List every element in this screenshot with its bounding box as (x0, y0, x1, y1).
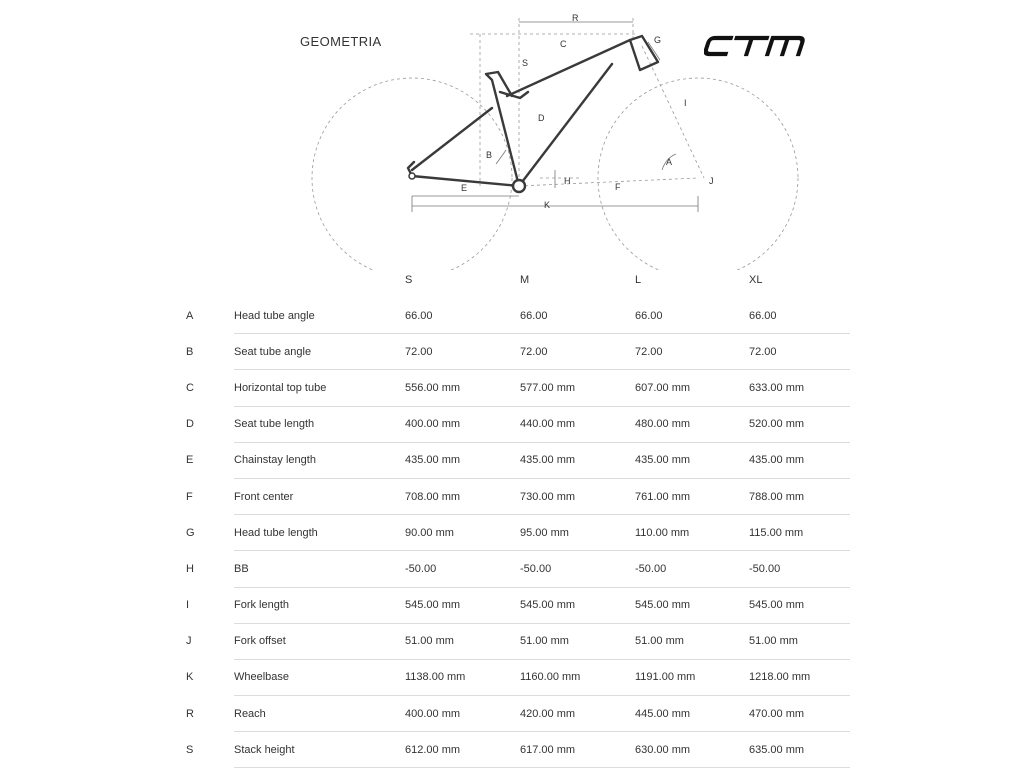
cell-s: 51.00 mm (405, 623, 520, 659)
cell-l: 1191.00 mm (635, 659, 749, 695)
cell-m: -50.00 (520, 551, 635, 587)
table-row (186, 659, 850, 695)
row-name: Head tube angle (234, 298, 405, 334)
row-name: Horizontal top tube (234, 370, 405, 406)
table-row (186, 551, 850, 587)
row-name: Seat tube length (234, 406, 405, 442)
row-name: Wheelbase (234, 659, 405, 695)
header-code (186, 262, 234, 298)
table-row (186, 406, 850, 442)
bike-frame (408, 36, 658, 186)
table-row (186, 732, 850, 768)
cell-l: 51.00 mm (635, 623, 749, 659)
label-b: B (486, 150, 493, 160)
cell-l: 480.00 mm (635, 406, 749, 442)
cell-m: 435.00 mm (520, 442, 635, 478)
header-size-m: M (520, 274, 530, 286)
bottom-bracket (513, 180, 525, 192)
cell-l: 545.00 mm (635, 587, 749, 623)
header-size-xl: XL (749, 274, 763, 286)
row-name: Fork offset (234, 623, 405, 659)
label-c: C (560, 39, 567, 49)
cell-m: 66.00 (520, 298, 635, 334)
row-name: Reach (234, 696, 405, 732)
row-code: S (186, 743, 194, 756)
cell-s: 545.00 mm (405, 587, 520, 623)
row-code: B (186, 345, 194, 358)
cell-xl: 520.00 mm (749, 406, 850, 442)
cell-s: 66.00 (405, 298, 520, 334)
cell-xl: 72.00 (749, 334, 850, 370)
row-name: Seat tube angle (234, 334, 405, 370)
cell-l: 66.00 (635, 298, 749, 334)
cell-m: 440.00 mm (520, 406, 635, 442)
label-r: R (572, 13, 579, 23)
table-row (186, 370, 850, 406)
cell-xl: 545.00 mm (749, 587, 850, 623)
geometry-table (186, 262, 850, 768)
cell-m: 51.00 mm (520, 623, 635, 659)
cell-l: 630.00 mm (635, 732, 749, 768)
row-name: Head tube length (234, 515, 405, 551)
row-code: F (186, 490, 193, 503)
table-row (186, 442, 850, 478)
bike-geometry-diagram (0, 0, 1024, 270)
cell-s: 72.00 (405, 334, 520, 370)
row-name: Stack height (234, 732, 405, 768)
table-row (186, 298, 850, 334)
row-code: R (186, 707, 194, 720)
cell-xl: 633.00 mm (749, 370, 850, 406)
cell-l: -50.00 (635, 551, 749, 587)
label-f: F (615, 182, 621, 192)
row-name: Chainstay length (234, 442, 405, 478)
row-code: K (186, 671, 194, 684)
row-name: Fork length (234, 587, 405, 623)
table-row (186, 623, 850, 659)
table-row (186, 587, 850, 623)
cell-m: 1160.00 mm (520, 659, 635, 695)
cell-s: 400.00 mm (405, 406, 520, 442)
label-s: S (522, 58, 529, 68)
row-name: Front center (234, 478, 405, 514)
cell-m: 617.00 mm (520, 732, 635, 768)
table-row (186, 334, 850, 370)
cell-xl: 1218.00 mm (749, 659, 850, 695)
cell-l: 110.00 mm (635, 515, 749, 551)
cell-l: 445.00 mm (635, 696, 749, 732)
front-wheel-outline (598, 78, 798, 270)
cell-xl: 635.00 mm (749, 732, 850, 768)
row-code: D (186, 418, 194, 431)
cell-m: 420.00 mm (520, 696, 635, 732)
cell-s: -50.00 (405, 551, 520, 587)
table-header-row (186, 262, 850, 298)
cell-xl: 788.00 mm (749, 478, 850, 514)
cell-m: 730.00 mm (520, 478, 635, 514)
label-j: J (709, 176, 714, 186)
label-e: E (461, 183, 468, 193)
row-code: J (186, 635, 192, 648)
label-h: H (564, 176, 571, 186)
page-title: GEOMETRIA (300, 34, 382, 49)
cell-m: 72.00 (520, 334, 635, 370)
row-code: A (186, 309, 194, 322)
cell-l: 435.00 mm (635, 442, 749, 478)
cell-xl: 66.00 (749, 298, 850, 334)
cell-m: 545.00 mm (520, 587, 635, 623)
header-name (234, 262, 405, 298)
cell-l: 607.00 mm (635, 370, 749, 406)
cell-xl: -50.00 (749, 551, 850, 587)
label-d: D (538, 113, 545, 123)
label-g: G (654, 35, 662, 45)
cell-s: 400.00 mm (405, 696, 520, 732)
row-name: BB (234, 551, 405, 587)
label-i: I (684, 98, 687, 108)
row-code: C (186, 381, 194, 394)
row-code: E (186, 454, 194, 467)
cell-s: 1138.00 mm (405, 659, 520, 695)
label-k: K (544, 200, 551, 210)
cell-s: 90.00 mm (405, 515, 520, 551)
cell-s: 556.00 mm (405, 370, 520, 406)
cell-s: 612.00 mm (405, 732, 520, 768)
row-code: G (186, 526, 195, 539)
cell-xl: 51.00 mm (749, 623, 850, 659)
header-size-l: L (635, 274, 642, 286)
row-code: H (186, 562, 194, 575)
cell-l: 761.00 mm (635, 478, 749, 514)
header-size-s: S (405, 274, 413, 286)
cell-m: 95.00 mm (520, 515, 635, 551)
label-a: A (666, 157, 673, 167)
cell-xl: 115.00 mm (749, 515, 850, 551)
cell-xl: 435.00 mm (749, 442, 850, 478)
table-row (186, 478, 850, 514)
cell-m: 577.00 mm (520, 370, 635, 406)
row-code: I (186, 599, 190, 612)
table-row (186, 696, 850, 732)
cell-s: 708.00 mm (405, 478, 520, 514)
seat-angle-arc (496, 150, 506, 164)
cell-xl: 470.00 mm (749, 696, 850, 732)
cell-s: 435.00 mm (405, 442, 520, 478)
table-row (186, 515, 850, 551)
cell-l: 72.00 (635, 334, 749, 370)
